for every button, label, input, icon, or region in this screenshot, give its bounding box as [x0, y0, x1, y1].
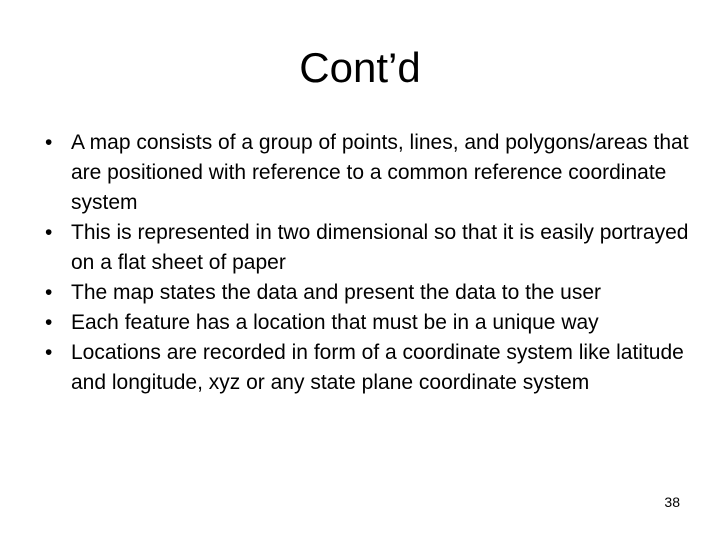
bullet-text: This is represented in two dimensional so that it is easily portrayed on a flat sheet of paper — [71, 221, 689, 274]
bullet-text: The map states the data and present the data to the user — [71, 281, 602, 304]
bullet-marker: • — [45, 311, 53, 334]
bullet-marker: • — [45, 131, 53, 154]
bullet-marker: • — [45, 221, 53, 244]
bullet-text: Each feature has a location that must be in a unique way — [71, 311, 599, 334]
bullet-item — [45, 338, 695, 398]
bullet-text: A map consists of a group of points, lines, and polygons/areas that are positioned with reference to a common reference coordinate system — [71, 131, 689, 214]
bullet-item — [45, 308, 695, 338]
bullet-item — [45, 128, 695, 218]
slide-title: Cont’d — [299, 44, 421, 91]
page-number: 38 — [664, 494, 680, 510]
bullet-item — [45, 218, 695, 278]
bullet-marker: • — [45, 281, 53, 304]
bullet-text: Locations are recorded in form of a coordinate system like latitude and longitude, xyz or any state plane coordinate system — [71, 341, 684, 394]
bullet-item — [45, 278, 695, 308]
bullet-marker: • — [45, 341, 53, 364]
bullet-list — [45, 128, 695, 398]
